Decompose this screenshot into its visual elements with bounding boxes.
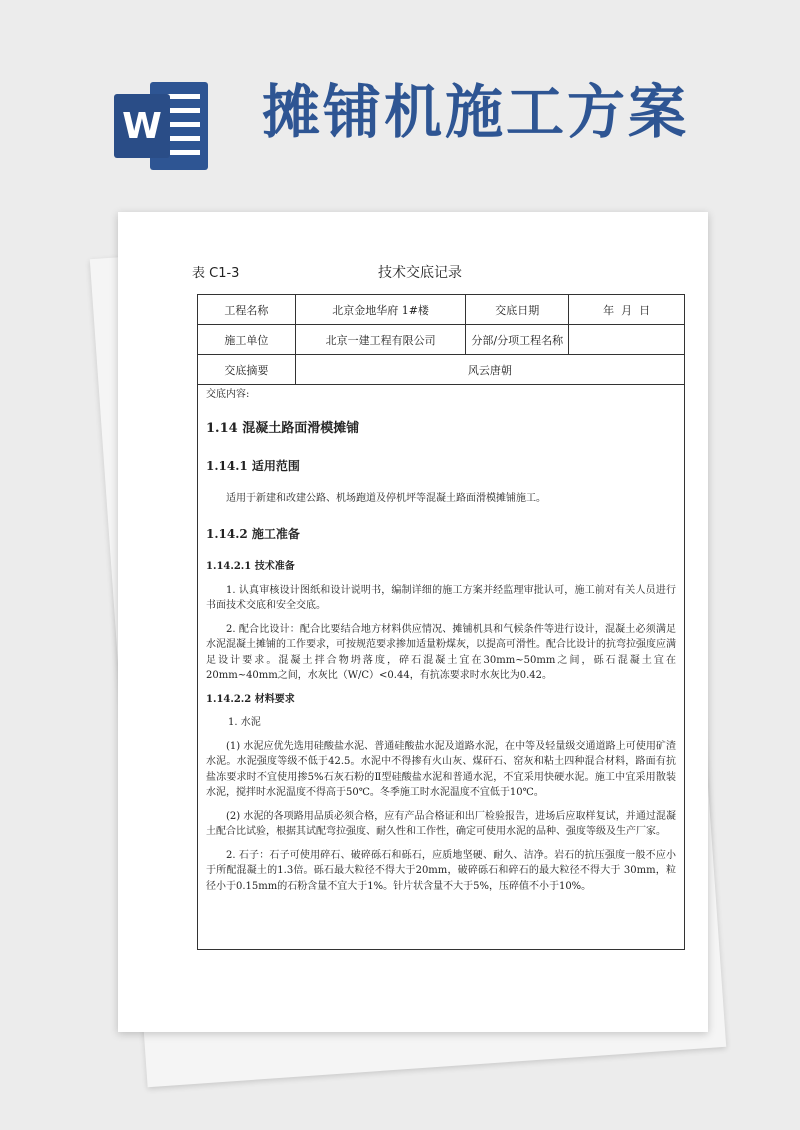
paragraph: 2. 石子：石子可使用碎石、破碎砾石和砾石，应质地坚硬、耐久、洁净。岩石的抗压强度一般不应小于所配混凝土的1.3倍。砾石最大粒径不得大于20mm，破碎砾石和碎石的最大粒径不得大于 30mm，粒径小于0.15mm的石粉含量不宜大于1%。针片状含量不大于5%，压碎值不小于10%。	[206, 849, 676, 892]
content-section	[197, 381, 685, 950]
svg-text:W: W	[122, 106, 162, 147]
form-title: 技术交底记录	[378, 265, 462, 281]
subsection-heading: 1.14.1 适用范围	[206, 458, 300, 473]
paragraph: (1) 水泥应优先选用硅酸盐水泥、普通硅酸盐水泥及道路水泥，在中等及轻量级交通道路上可使用矿渣水泥。水泥强度等级不低于42.5。水泥中不得掺有火山灰、煤矸石、窑灰和粘土四种混合材料，路面有抗盐冻要求时不宜使用掺5%石灰石粉的Ⅱ型硅酸盐水泥和普通水泥，不宜采用快硬水泥。施工中宜采用散装水泥，搅拌时水泥温度不得高于50℃。冬季施工时水泥温度不宜低于10℃。	[206, 740, 676, 799]
table-row	[198, 325, 685, 355]
document-title: 摊铺机施工方案	[262, 78, 690, 146]
unit-label: 施工单位	[198, 325, 296, 355]
section-heading: 1.14 混凝土路面滑模摊铺	[206, 420, 360, 436]
content-label: 交底内容:	[206, 389, 250, 400]
table-row	[198, 295, 685, 325]
info-table	[197, 294, 685, 385]
table-row	[198, 355, 685, 385]
list-item: 1. 水泥	[228, 717, 261, 729]
paragraph: (2) 水泥的各项路用品质必须合格，应有产品合格证和出厂检验报告，进场后应取样复试，并通过混凝土配合比试验，根据其试配弯拉强度、耐久性和工作性，确定可使用水泥的品种、强度等级及生产厂家。	[206, 810, 676, 838]
date-label: 交底日期	[466, 295, 569, 325]
subsection-heading: 1.14.2 施工准备	[206, 526, 300, 541]
header-banner	[0, 0, 800, 200]
date-value: 年 月 日	[569, 295, 685, 325]
summary-label: 交底摘要	[198, 355, 296, 385]
paragraph: 适用于新建和改建公路、机场跑道及停机坪等混凝土路面滑模摊铺施工。	[226, 493, 546, 505]
paragraph: 2. 配合比设计：配合比要结合地方材料供应情况、摊铺机具和气候条件等进行设计，混凝土必须满足水泥混凝土摊铺的工作要求，可按规范要求掺加适量粉煤灰，以提高可滑性。配合比设计的抗弯拉强度应满足设计要求。混凝土拌合物坍落度，碎石混凝土宜在30mm~50mm之间，砾石混凝土宜在20mm~40mm之间，水灰比（W/C）<0.44，有抗冻要求时水灰比为0.42。	[206, 623, 676, 682]
subproject-value	[569, 325, 685, 355]
subproject-label: 分部/分项工程名称	[466, 325, 569, 355]
form-number: 表 C1-3	[192, 266, 240, 281]
project-name-label: 工程名称	[198, 295, 296, 325]
paragraph: 1. 认真审核设计图纸和设计说明书，编制详细的施工方案并经监理审批认可，施工前对有关人员进行书面技术交底和安全交底。	[206, 584, 676, 612]
word-document-icon	[112, 76, 212, 176]
unit-value: 北京一建工程有限公司	[295, 325, 466, 355]
sub-subsection-heading: 1.14.2.2 材料要求	[206, 693, 295, 705]
sub-subsection-heading: 1.14.2.1 技术准备	[206, 561, 295, 573]
project-name-value: 北京金地华府 1#楼	[295, 295, 466, 325]
summary-value: 风云唐朝	[295, 355, 684, 385]
